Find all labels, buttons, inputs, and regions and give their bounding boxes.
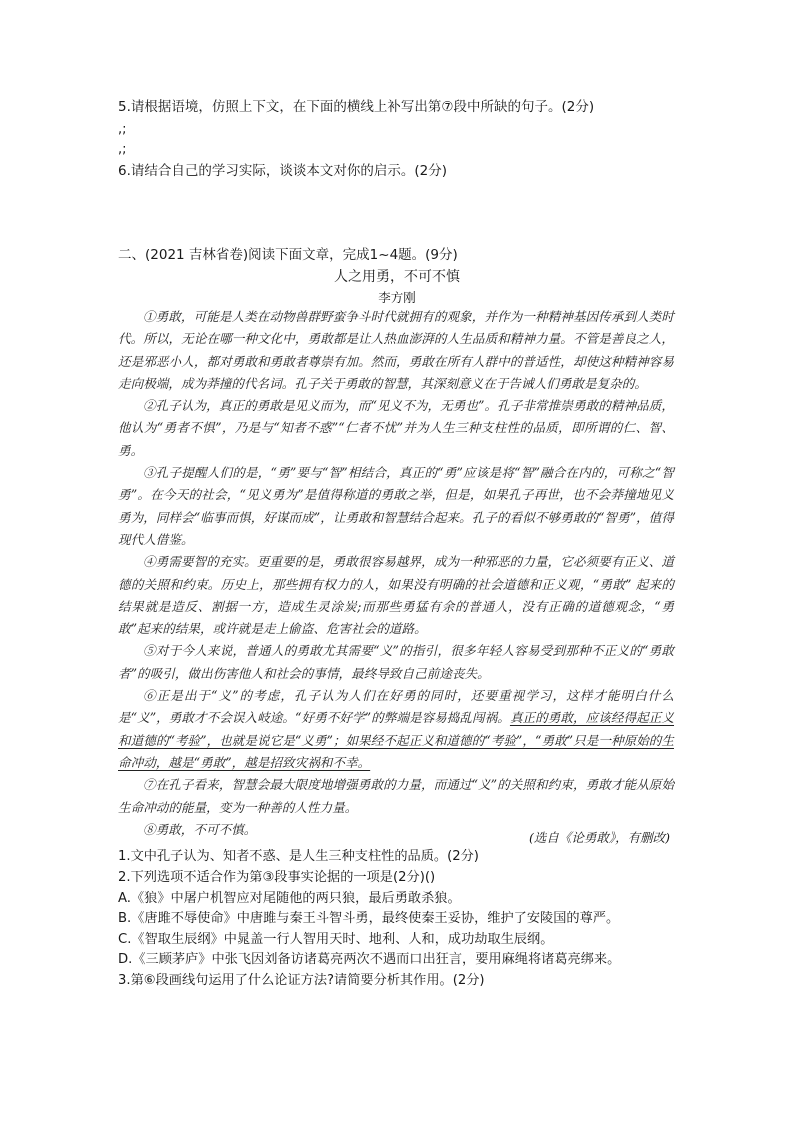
paragraph-8: ⑧勇敢，不可不慎。	[143, 821, 257, 837]
option-d: D.《三顾茅庐》中张飞因刘备访诸葛亮两次不遇而口出狂言，要用麻绳将诸葛亮绑来。	[118, 952, 621, 967]
answer-blank-1: ,;	[118, 122, 127, 137]
article-title: 人之用勇，不可不慎	[334, 269, 460, 285]
paragraph-2: ②孔子认为，真正的勇敢是见义而为，而“见义不为，无勇也”。孔子非常推崇勇敢的精神品质，他认为“勇者不惧”，乃是与“知者不惑”“仁者不忧”并为人生三种支柱性的品质，即所谓的仁、智、勇。	[118, 398, 674, 458]
article-body	[118, 306, 674, 841]
option-b: B.《唐雎不辱使命》中唐雎与秦王斗智斗勇，最终使秦王妥协，维护了安陵国的尊严。	[118, 911, 620, 926]
question-3: 3.第⑥段画线句运用了什么论证方法?请简要分析其作用。(2分)	[118, 973, 485, 988]
question-2: 2.下列选项不适合作为第③段事实论据的一项是(2分)()	[118, 870, 436, 885]
paragraph-1: ①勇敢，可能是人类在动物兽群野蛮争斗时代就拥有的观象，并作为一种精神基因传承到人类时代。所以，无论在哪一种文化中，勇敢都是让人热血澎湃的人生品质和精神力量。不管是善良之人，还是邪恶小人，都对勇敢和勇敢者尊崇有加。然而，勇敢在所有人群中的普适性，却使这种精神容易走向极端，成为莽撞的代名词。孔子关于勇敢的智慧，其深刻意义在于告诫人们勇敢是复杂的。	[118, 309, 674, 391]
answer-blank-2: ,;	[118, 142, 127, 157]
paragraph-6-text: ⑥正是出于“义”的考虑，孔子认为人们在好勇的同时，还要重视学习，这样才能明白什么是“义”，勇敢才不会误入岐途。“好勇不好学”的弊端是容易捣乱闯祸。	[118, 688, 674, 726]
paragraph-5: ⑤对于今人来说，普通人的勇敢尤其需要“义”的指引，很多年轻人容易受到那种不正义的“勇敢者”的吸引，做出伤害他人和社会的事情，最终导致自己前途丧失。	[118, 643, 674, 681]
article-source: (选自《论勇敢》，有删改)	[528, 830, 670, 845]
question-6: 6.请结合自己的学习实际，谈谈本文对你的启示。(2分)	[118, 163, 448, 179]
option-c: C.《智取生辰纲》中晁盖一行人智用天时、地利、人和，成功劫取生辰纲。	[118, 932, 554, 947]
question-5: 5.请根据语境，仿照上下文，在下面的横线上补写出第⑦段中所缺的句子。(2分)	[118, 99, 595, 115]
paragraph-3: ③孔子提醒人们的是，“勇”要与“智”相结合，真正的“勇”应该是将“智”融合在内的，可称之“智勇”。在今天的社会，“见义勇为”是值得称道的勇敢之举，但是，如果孔子再世，也不会莽撞地见义勇为，同样会“临事而惧，好谋而成”，让勇敢和智慧结合起来。孔子的看似不够勇敢的“智勇”，值得现代人借鉴。	[118, 465, 674, 547]
paragraph-4: ④勇需要智的充实。更重要的是，勇敢很容易越界，成为一种邪恶的力量，它必须要有正义、道德的关照和约束。历史上，那些拥有权力的人，如果没有明确的社会道德和正义观，“勇敢” 起来的结果就是造反、割据一方，造成生灵涂炭;而那些勇猛有余的普通人，没有正确的道德观念，“勇敢”起来的结果，或许就是走上偷盗、危害社会的道路。	[118, 554, 674, 637]
article-author: 李方刚	[378, 290, 416, 305]
option-a: A.《狼》中屠户机智应对尾随他的两只狼，最后勇敢杀狼。	[118, 891, 461, 906]
section-heading: 二、(2021 吉林省卷)阅读下面文章，完成1~4题。(9分)	[118, 247, 458, 263]
paragraph-6	[118, 685, 674, 774]
paragraph-6-underlined-sentence: 真正的勇敢，应该经得起正义和道德的“考验”，也就是说它是“义勇”；如果经不起正义和道德的“考验”，“勇敢”只是一种原始的生命冲动，越是“勇敢”，越是招致灾祸和不幸。	[118, 710, 675, 770]
question-1: 1.文中孔子认为、知者不惑、是人生三种支柱性的品质。(2分)	[118, 849, 479, 864]
paragraph-7: ⑦在孔子看来，智慧会最大限度地增强勇敢的力量，而通过“义”的关照和约束，勇敢才能从原始生命冲动的能量，变为一种善的人性力量。	[118, 777, 674, 815]
